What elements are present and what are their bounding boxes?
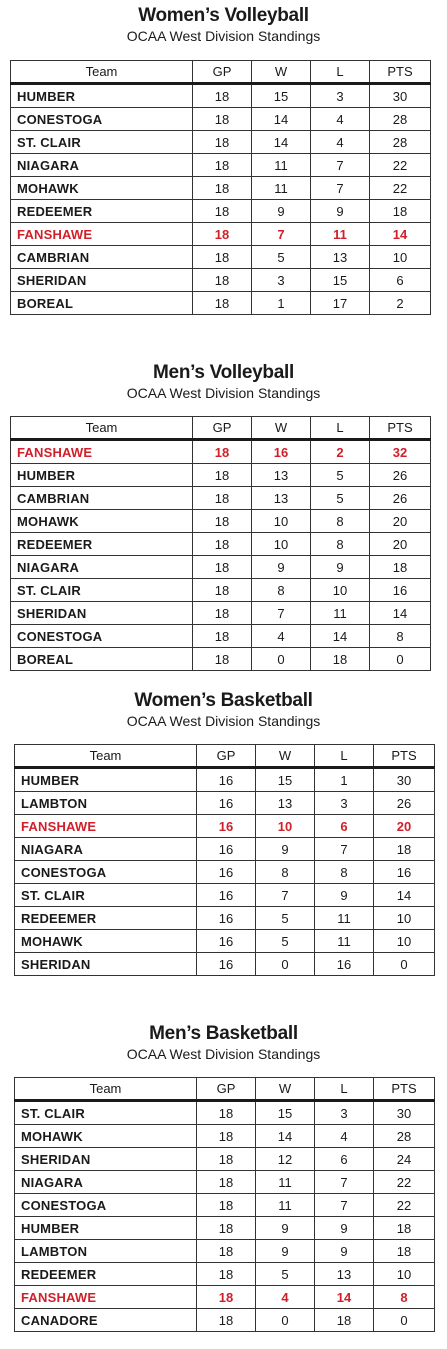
table-header-row	[15, 1078, 435, 1101]
column-header-team: Team	[15, 1078, 197, 1101]
cell-l: 4	[315, 1125, 374, 1148]
cell-w: 10	[252, 510, 311, 533]
cell-w: 16	[252, 440, 311, 464]
table-row	[11, 292, 431, 315]
cell-w: 7	[252, 223, 311, 246]
cell-w: 7	[256, 884, 315, 907]
cell-gp: 18	[193, 269, 252, 292]
table-row	[15, 1263, 435, 1286]
cell-pts: 22	[374, 1171, 435, 1194]
standings-table	[14, 1077, 435, 1332]
cell-w: 3	[252, 269, 311, 292]
cell-gp: 18	[193, 533, 252, 556]
section-title: Women’s Volleyball	[138, 5, 309, 26]
column-header-l: L	[311, 417, 370, 440]
cell-w: 12	[256, 1148, 315, 1171]
cell-w: 0	[256, 953, 315, 976]
cell-pts: 22	[374, 1194, 435, 1217]
cell-w: 15	[256, 1101, 315, 1125]
cell-gp: 18	[197, 1240, 256, 1263]
cell-gp: 18	[193, 556, 252, 579]
cell-l: 5	[311, 464, 370, 487]
table-row	[15, 907, 435, 930]
column-header-l: L	[315, 745, 374, 768]
column-header-team: Team	[11, 417, 193, 440]
cell-team: ST. CLAIR	[11, 131, 193, 154]
cell-l: 18	[315, 1309, 374, 1332]
table-row	[11, 154, 431, 177]
cell-gp: 18	[197, 1309, 256, 1332]
cell-team: FANSHAWE	[15, 1286, 197, 1309]
table-row	[15, 768, 435, 792]
cell-team: SHERIDAN	[11, 602, 193, 625]
cell-pts: 6	[370, 269, 431, 292]
cell-pts: 32	[370, 440, 431, 464]
cell-l: 7	[311, 177, 370, 200]
cell-team: CAMBRIAN	[11, 246, 193, 269]
cell-pts: 20	[374, 815, 435, 838]
cell-l: 9	[315, 884, 374, 907]
cell-gp: 18	[193, 487, 252, 510]
table-row	[11, 533, 431, 556]
cell-w: 4	[252, 625, 311, 648]
cell-gp: 18	[197, 1101, 256, 1125]
cell-w: 15	[252, 84, 311, 108]
cell-team: CONESTOGA	[15, 1194, 197, 1217]
cell-team: MOHAWK	[15, 930, 197, 953]
cell-w: 5	[252, 246, 311, 269]
cell-pts: 10	[374, 1263, 435, 1286]
cell-w: 9	[256, 1217, 315, 1240]
table-row	[11, 556, 431, 579]
cell-team: MOHAWK	[11, 510, 193, 533]
cell-gp: 16	[197, 953, 256, 976]
cell-gp: 16	[197, 768, 256, 792]
cell-pts: 18	[374, 838, 435, 861]
cell-w: 8	[252, 579, 311, 602]
table-row	[11, 579, 431, 602]
cell-gp: 18	[197, 1263, 256, 1286]
cell-pts: 8	[370, 625, 431, 648]
cell-gp: 16	[197, 838, 256, 861]
cell-pts: 18	[374, 1217, 435, 1240]
cell-pts: 26	[370, 464, 431, 487]
table-row	[11, 200, 431, 223]
cell-team: HUMBER	[11, 84, 193, 108]
table-row	[11, 108, 431, 131]
cell-team: HUMBER	[15, 1217, 197, 1240]
cell-gp: 16	[197, 861, 256, 884]
cell-pts: 28	[374, 1125, 435, 1148]
column-header-pts: PTS	[370, 61, 431, 84]
cell-pts: 26	[370, 487, 431, 510]
cell-w: 9	[252, 200, 311, 223]
cell-gp: 18	[193, 154, 252, 177]
cell-pts: 16	[374, 861, 435, 884]
cell-w: 10	[252, 533, 311, 556]
cell-pts: 2	[370, 292, 431, 315]
cell-team: BOREAL	[11, 292, 193, 315]
cell-w: 1	[252, 292, 311, 315]
cell-team: LAMBTON	[15, 792, 197, 815]
table-row	[15, 792, 435, 815]
table-header-row	[15, 745, 435, 768]
table-row	[15, 1194, 435, 1217]
table-row	[15, 1286, 435, 1309]
section-title: Men’s Volleyball	[153, 362, 294, 383]
cell-l: 9	[311, 200, 370, 223]
cell-pts: 8	[374, 1286, 435, 1309]
column-header-l: L	[315, 1078, 374, 1101]
cell-gp: 16	[197, 792, 256, 815]
table-row	[11, 625, 431, 648]
cell-l: 10	[311, 579, 370, 602]
cell-team: ST. CLAIR	[11, 579, 193, 602]
cell-w: 11	[252, 154, 311, 177]
table-row	[15, 838, 435, 861]
cell-team: CONESTOGA	[15, 861, 197, 884]
table-row	[11, 269, 431, 292]
cell-gp: 18	[193, 131, 252, 154]
cell-w: 14	[252, 131, 311, 154]
cell-team: REDEEMER	[11, 200, 193, 223]
table-row	[15, 861, 435, 884]
table-row	[11, 510, 431, 533]
table-row	[11, 223, 431, 246]
cell-l: 13	[315, 1263, 374, 1286]
table-row	[15, 1171, 435, 1194]
cell-gp: 16	[197, 907, 256, 930]
cell-team: MOHAWK	[15, 1125, 197, 1148]
cell-team: NIAGARA	[15, 838, 197, 861]
column-header-pts: PTS	[370, 417, 431, 440]
cell-l: 1	[315, 768, 374, 792]
cell-gp: 18	[193, 292, 252, 315]
cell-team: SHERIDAN	[15, 953, 197, 976]
cell-l: 11	[311, 602, 370, 625]
cell-w: 13	[256, 792, 315, 815]
cell-w: 13	[252, 464, 311, 487]
table-row	[15, 884, 435, 907]
cell-gp: 18	[193, 625, 252, 648]
column-header-team: Team	[11, 61, 193, 84]
column-header-gp: GP	[197, 745, 256, 768]
table-row	[11, 602, 431, 625]
table-row	[15, 1309, 435, 1332]
cell-l: 7	[315, 838, 374, 861]
table-row	[11, 131, 431, 154]
cell-pts: 10	[374, 907, 435, 930]
cell-pts: 24	[374, 1148, 435, 1171]
cell-pts: 0	[374, 1309, 435, 1332]
cell-gp: 18	[197, 1286, 256, 1309]
column-header-w: W	[256, 745, 315, 768]
column-header-w: W	[252, 417, 311, 440]
cell-gp: 18	[197, 1148, 256, 1171]
table-row	[15, 1240, 435, 1263]
cell-w: 11	[256, 1194, 315, 1217]
cell-pts: 28	[370, 108, 431, 131]
cell-gp: 18	[193, 223, 252, 246]
cell-team: ST. CLAIR	[15, 1101, 197, 1125]
table-row	[11, 246, 431, 269]
cell-l: 11	[315, 930, 374, 953]
cell-w: 9	[256, 838, 315, 861]
section-subtitle: OCAA West Division Standings	[126, 385, 321, 401]
cell-l: 16	[315, 953, 374, 976]
cell-pts: 14	[370, 602, 431, 625]
table-row	[15, 930, 435, 953]
cell-l: 8	[315, 861, 374, 884]
cell-gp: 18	[197, 1217, 256, 1240]
cell-l: 3	[311, 84, 370, 108]
cell-pts: 18	[370, 200, 431, 223]
cell-team: SHERIDAN	[11, 269, 193, 292]
cell-gp: 16	[197, 884, 256, 907]
cell-l: 4	[311, 108, 370, 131]
standings-table	[10, 416, 431, 671]
cell-l: 7	[315, 1194, 374, 1217]
cell-gp: 18	[193, 84, 252, 108]
cell-w: 11	[256, 1171, 315, 1194]
section-subtitle: OCAA West Division Standings	[126, 1046, 321, 1062]
table-row	[11, 84, 431, 108]
table-row	[15, 1125, 435, 1148]
cell-gp: 18	[197, 1125, 256, 1148]
table-header-row	[11, 417, 431, 440]
cell-pts: 0	[370, 648, 431, 671]
cell-pts: 20	[370, 533, 431, 556]
cell-w: 7	[252, 602, 311, 625]
column-header-pts: PTS	[374, 1078, 435, 1101]
section-subtitle: OCAA West Division Standings	[126, 713, 321, 729]
column-header-w: W	[252, 61, 311, 84]
table-row	[15, 1217, 435, 1240]
cell-team: FANSHAWE	[15, 815, 197, 838]
column-header-l: L	[311, 61, 370, 84]
cell-l: 3	[315, 1101, 374, 1125]
table-row	[11, 440, 431, 464]
cell-l: 8	[311, 533, 370, 556]
cell-team: FANSHAWE	[11, 440, 193, 464]
column-header-gp: GP	[193, 417, 252, 440]
cell-pts: 20	[370, 510, 431, 533]
cell-l: 15	[311, 269, 370, 292]
cell-l: 11	[311, 223, 370, 246]
cell-pts: 14	[370, 223, 431, 246]
cell-gp: 18	[193, 108, 252, 131]
cell-w: 9	[256, 1240, 315, 1263]
cell-team: CONESTOGA	[11, 625, 193, 648]
cell-l: 9	[311, 556, 370, 579]
cell-gp: 16	[197, 815, 256, 838]
cell-l: 6	[315, 1148, 374, 1171]
cell-team: FANSHAWE	[11, 223, 193, 246]
cell-team: LAMBTON	[15, 1240, 197, 1263]
table-row	[15, 815, 435, 838]
table-row	[11, 464, 431, 487]
column-header-gp: GP	[193, 61, 252, 84]
cell-team: CAMBRIAN	[11, 487, 193, 510]
table-row	[15, 953, 435, 976]
cell-team: MOHAWK	[11, 177, 193, 200]
cell-w: 0	[252, 648, 311, 671]
cell-pts: 26	[374, 792, 435, 815]
cell-team: REDEEMER	[11, 533, 193, 556]
cell-w: 13	[252, 487, 311, 510]
cell-pts: 22	[370, 177, 431, 200]
cell-l: 9	[315, 1240, 374, 1263]
cell-w: 10	[256, 815, 315, 838]
cell-w: 5	[256, 907, 315, 930]
cell-l: 5	[311, 487, 370, 510]
section-subtitle: OCAA West Division Standings	[126, 28, 321, 44]
cell-gp: 18	[193, 246, 252, 269]
cell-pts: 14	[374, 884, 435, 907]
cell-team: NIAGARA	[15, 1171, 197, 1194]
standings-table	[14, 744, 435, 976]
section-title: Women’s Basketball	[134, 690, 313, 711]
cell-gp: 18	[193, 440, 252, 464]
cell-pts: 28	[370, 131, 431, 154]
cell-gp: 18	[197, 1171, 256, 1194]
cell-team: NIAGARA	[11, 154, 193, 177]
cell-l: 14	[315, 1286, 374, 1309]
cell-l: 6	[315, 815, 374, 838]
cell-pts: 30	[370, 84, 431, 108]
cell-pts: 10	[370, 246, 431, 269]
cell-pts: 16	[370, 579, 431, 602]
cell-w: 11	[252, 177, 311, 200]
table-row	[11, 487, 431, 510]
table-row	[15, 1148, 435, 1171]
cell-w: 5	[256, 1263, 315, 1286]
cell-team: CONESTOGA	[11, 108, 193, 131]
cell-pts: 30	[374, 1101, 435, 1125]
cell-gp: 18	[193, 464, 252, 487]
cell-l: 13	[311, 246, 370, 269]
cell-gp: 18	[193, 648, 252, 671]
cell-l: 8	[311, 510, 370, 533]
cell-gp: 16	[197, 930, 256, 953]
cell-team: CANADORE	[15, 1309, 197, 1332]
cell-gp: 18	[193, 177, 252, 200]
cell-pts: 30	[374, 768, 435, 792]
cell-gp: 18	[193, 579, 252, 602]
cell-l: 11	[315, 907, 374, 930]
cell-l: 4	[311, 131, 370, 154]
cell-w: 8	[256, 861, 315, 884]
cell-gp: 18	[193, 602, 252, 625]
cell-l: 18	[311, 648, 370, 671]
cell-team: HUMBER	[11, 464, 193, 487]
column-header-gp: GP	[197, 1078, 256, 1101]
cell-w: 14	[256, 1125, 315, 1148]
cell-w: 5	[256, 930, 315, 953]
cell-gp: 18	[197, 1194, 256, 1217]
cell-gp: 18	[193, 510, 252, 533]
cell-pts: 0	[374, 953, 435, 976]
cell-team: SHERIDAN	[15, 1148, 197, 1171]
cell-l: 2	[311, 440, 370, 464]
table-row	[11, 648, 431, 671]
cell-w: 0	[256, 1309, 315, 1332]
cell-team: REDEEMER	[15, 1263, 197, 1286]
column-header-w: W	[256, 1078, 315, 1101]
standings-table	[10, 60, 431, 315]
cell-w: 4	[256, 1286, 315, 1309]
cell-team: HUMBER	[15, 768, 197, 792]
cell-l: 17	[311, 292, 370, 315]
column-header-team: Team	[15, 745, 197, 768]
cell-pts: 18	[374, 1240, 435, 1263]
cell-pts: 10	[374, 930, 435, 953]
section-title: Men’s Basketball	[149, 1023, 298, 1044]
cell-l: 9	[315, 1217, 374, 1240]
cell-gp: 18	[193, 200, 252, 223]
cell-pts: 22	[370, 154, 431, 177]
cell-l: 3	[315, 792, 374, 815]
cell-team: NIAGARA	[11, 556, 193, 579]
table-row	[15, 1101, 435, 1125]
cell-pts: 18	[370, 556, 431, 579]
cell-team: BOREAL	[11, 648, 193, 671]
column-header-pts: PTS	[374, 745, 435, 768]
cell-l: 14	[311, 625, 370, 648]
table-row	[11, 177, 431, 200]
cell-w: 9	[252, 556, 311, 579]
cell-team: ST. CLAIR	[15, 884, 197, 907]
cell-w: 14	[252, 108, 311, 131]
cell-w: 15	[256, 768, 315, 792]
cell-team: REDEEMER	[15, 907, 197, 930]
table-header-row	[11, 61, 431, 84]
cell-l: 7	[311, 154, 370, 177]
cell-l: 7	[315, 1171, 374, 1194]
